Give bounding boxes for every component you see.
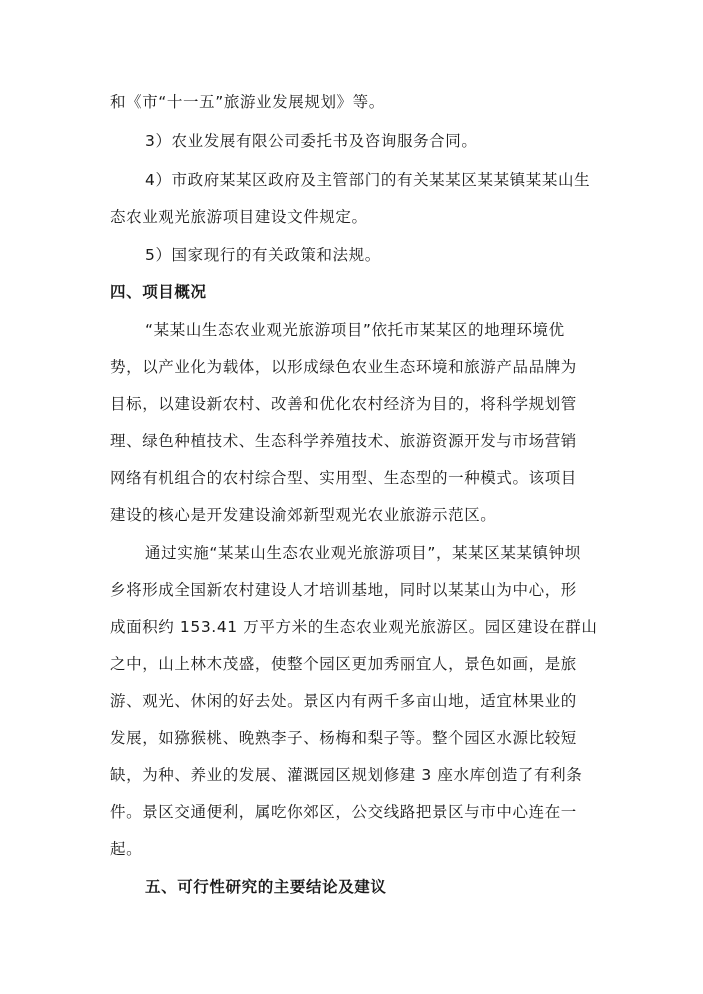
paragraph-line: 成面积约 153.41 万平方米的生态农业观光旅游区。园区建设在群山 [110,618,598,636]
paragraph-line: 件。景区交通便利，属吃你郊区，公交线路把景区与市中心连在一 [110,803,577,821]
paragraph-line: 之中，山上林木茂盛，使整个园区更加秀丽宜人，景色如画，是旅 [110,655,577,673]
paragraph-line: 网络有机组合的农村综合型、实用型、生态型的一种模式。该项目 [110,469,577,487]
paragraph-line: 缺，为种、养业的发展、灌溉园区规划修建 3 座水库创造了有利条 [110,766,583,784]
section-heading: 四、项目概况 [110,283,207,301]
list-item: 4）市政府某某区政府及主管部门的有关某某区某某镇某某山生 [145,171,591,189]
paragraph-line: 目标，以建设新农村、改善和优化农村经济为目的，将科学规划管 [110,395,577,413]
list-item: 3）农业发展有限公司委托书及咨询服务合同。 [145,132,478,150]
paragraph-line: 势，以产业化为载体，以形成绿色农业生态环境和旅游产品品牌为 [110,358,577,376]
paragraph-line: 乡将形成全国新农村建设人才培训基地，同时以某某山为中心，形 [110,581,577,599]
section-heading: 五、可行性研究的主要结论及建议 [145,878,387,896]
paragraph-line: “某某山生态农业观光旅游项目”依托市某某区的地理环境优 [145,321,565,339]
text-line: 态农业观光旅游项目建设文件规定。 [110,208,368,226]
paragraph-line: 发展，如猕猴桃、晚熟李子、杨梅和梨子等。整个园区水源比较短 [110,729,577,747]
paragraph-line: 游、观光、休闲的好去处。景区内有两千多亩山地，适宜林果业的 [110,692,577,710]
paragraph-line: 通过实施“某某山生态农业观光旅游项目”，某某区某某镇钟坝 [145,544,581,562]
paragraph-line: 理、绿色种植技术、生态科学养殖技术、旅游资源开发与市场营销 [110,432,577,450]
text-line: 和《市“十一五”旅游业发展规划》等。 [110,93,385,111]
paragraph-line: 起。 [110,840,143,858]
list-item: 5）国家现行的有关政策和法规。 [145,246,381,264]
paragraph-line: 建设的核心是开发建设渝郊新型观光农业旅游示范区。 [110,506,497,524]
